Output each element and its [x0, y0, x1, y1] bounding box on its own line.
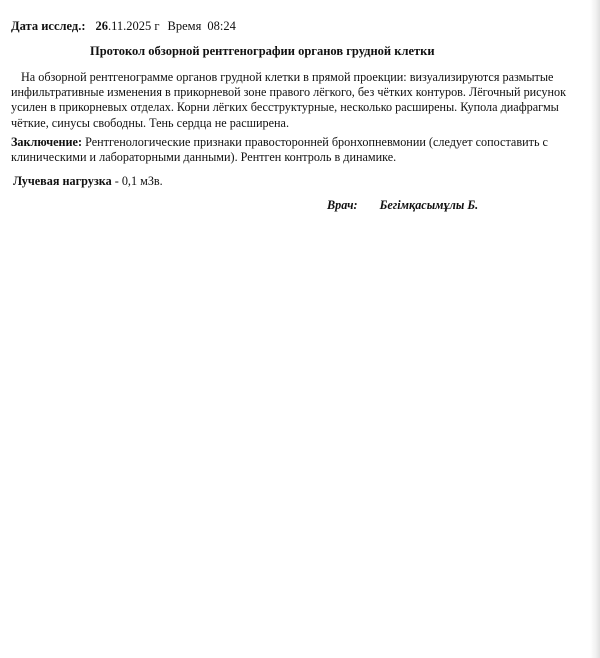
conclusion-paragraph	[11, 135, 586, 165]
conclusion-text: Рентгенологические признаки правосторонней бронхопневмонии (следует сопоставить с клиническими и лабораторными данными). Рентген контроль в динамике.	[11, 135, 548, 165]
radiation-dose-label: Лучевая нагрузка	[13, 174, 112, 188]
exam-time-label: Время	[167, 19, 202, 33]
doctor-name: Бегімқасымұлы Б.	[379, 198, 479, 212]
findings-paragraph: На обзорной рентгенограмме органов грудной клетки в прямой проекции: визуализируются размытые инфильтративные изменения в прикорневой зоне правого лёгкого, без чётких контуров. Лёгочный рисунок усилен в прикорневых отделах. Корни лёгких бесструктурные, несколько расширены. Купола диафрагмы чёткие, синусы свободны. Тень сердца не расширена.	[11, 70, 567, 130]
exam-date-label: Дата исслед.:	[11, 19, 86, 33]
conclusion-label: Заключение:	[11, 135, 83, 149]
exam-date-day: 26	[95, 19, 108, 33]
exam-date-rest: .11.2025 г	[108, 19, 160, 33]
exam-time-value: 08:24	[207, 19, 236, 33]
doctor-signature-line	[327, 198, 478, 213]
protocol-title: Протокол обзорной рентгенографии органов грудной клетки	[90, 44, 435, 58]
radiation-dose-value: - 0,1 мЗв.	[111, 174, 163, 188]
exam-date-time-line	[11, 19, 236, 34]
page-edge-shadow	[590, 0, 600, 658]
doctor-label: Врач:	[327, 198, 358, 212]
radiation-dose-line	[13, 174, 163, 189]
